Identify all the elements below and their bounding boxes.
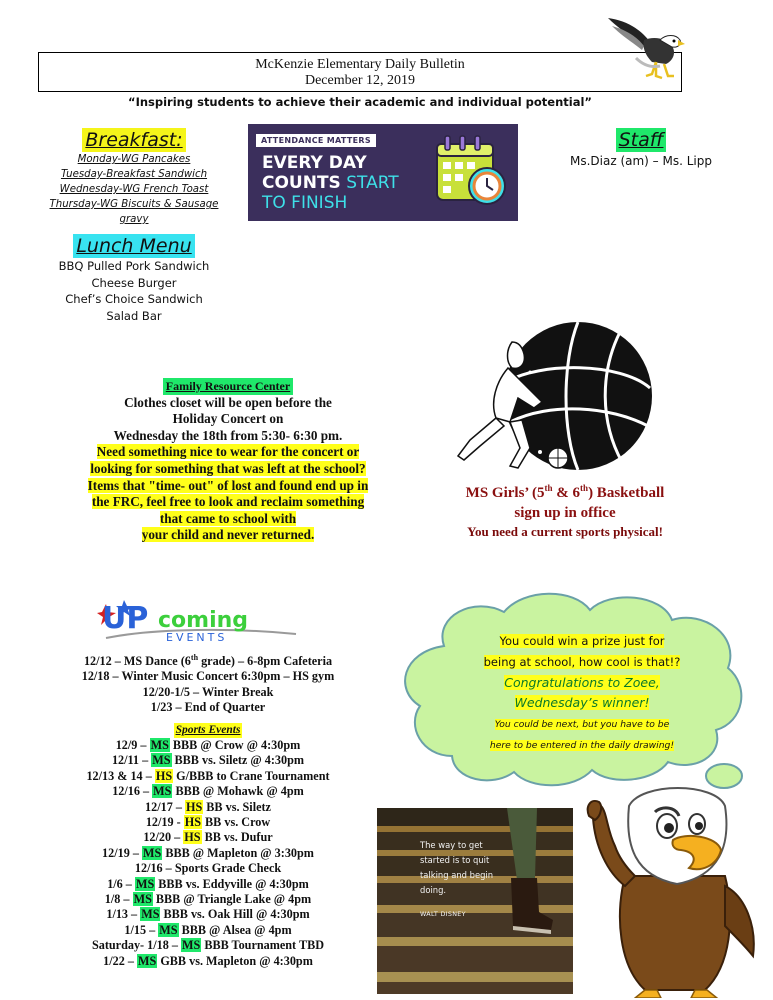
- quote-line: The way to get: [420, 840, 483, 850]
- sports-event-row: [38, 753, 378, 768]
- attendance-line-2: [262, 174, 399, 193]
- sports-event-date: Saturday- 1/18 –: [91, 938, 182, 953]
- event-item: 12/18 – Winter Music Concert 6:30pm – HS gym: [81, 669, 335, 684]
- school-motto: “Inspiring students to achieve their academic and individual potential”: [128, 95, 592, 109]
- sports-event-row: [38, 800, 378, 815]
- ms-tag: MS: [159, 922, 178, 937]
- basketball-physical-note: You need a current sports physical!: [467, 524, 663, 539]
- sports-event-detail: BBB @ Mohawk @ 4pm: [172, 784, 304, 799]
- drawing-line: You could be next, but you have to be: [494, 719, 670, 730]
- sports-event-row: [38, 861, 378, 876]
- logo-events: EVENTS: [166, 631, 228, 644]
- frc-highlight-line: that came to school with: [159, 510, 297, 526]
- bb-title-part: ) Basketball: [588, 485, 665, 501]
- breakfast-section: [38, 128, 230, 227]
- frc-highlight-line: looking for something that was left at the school?: [90, 460, 366, 476]
- lunch-item: Chef’s Choice Sandwich: [65, 292, 203, 306]
- bb-sup: th: [544, 483, 553, 493]
- hawk-mascot-icon: [606, 14, 686, 86]
- ms-tag: MS: [182, 938, 201, 953]
- frc-line: Holiday Concert on: [172, 411, 284, 427]
- attendance-counts: COUNTS: [262, 173, 341, 193]
- lunch-title: Lunch Menu: [73, 234, 194, 258]
- quote-author: WALT DISNEY: [420, 910, 466, 918]
- upcoming-events-logo: [96, 598, 302, 648]
- event-item: 1/23 – End of Quarter: [150, 700, 266, 715]
- prize-message: [466, 630, 698, 754]
- attendance-line-1: EVERY DAY: [262, 153, 367, 173]
- sports-event-row: [38, 877, 378, 892]
- frc-highlight-line: Items that "time- out" of lost and found end up in: [87, 477, 369, 493]
- bb-title-part: MS Girls’ (5: [465, 485, 545, 501]
- frc-title: Family Resource Center: [163, 378, 293, 395]
- calendar-clock-icon: [431, 132, 511, 214]
- bulletin-title: McKenzie Elementary Daily Bulletin: [255, 57, 465, 72]
- sports-event-row: [38, 938, 378, 953]
- upcoming-events-list: [38, 650, 378, 738]
- basketball-title: [420, 478, 710, 503]
- quote-line: started is to quit: [420, 855, 490, 865]
- sports-event-date: 1/6 –: [107, 876, 135, 891]
- ms-tag: MS: [153, 784, 172, 799]
- sports-event-detail: BB vs. Siletz: [203, 799, 271, 814]
- sports-event-detail: BBB @ Triangle Lake @ 4pm: [152, 892, 312, 907]
- attendance-line-3: TO FINISH: [262, 193, 348, 213]
- prize-line: being at school, how cool is that!?: [483, 655, 681, 669]
- sports-event-date: 12/16 – Sports Grade Check: [134, 861, 282, 876]
- event-item: [38, 650, 378, 669]
- sports-event-date: 12/16 –: [112, 784, 153, 799]
- frc-highlight-line: the FRC, feel free to look and reclaim something: [91, 494, 365, 510]
- hs-tag: HS: [185, 799, 203, 814]
- attendance-banner: [248, 124, 518, 221]
- breakfast-item: Tuesday-Breakfast Sandwich: [60, 169, 208, 180]
- staff-names: Ms.Diaz (am) – Ms. Lipp: [570, 154, 712, 168]
- sports-event-date: 1/15 –: [124, 922, 159, 937]
- breakfast-item: Wednesday-WG French Toast: [59, 184, 209, 195]
- winner-line: Wednesday’s winner!: [514, 695, 650, 710]
- sports-event-date: 12/20 –: [143, 830, 184, 845]
- cartoon-eagle-icon: [585, 776, 770, 998]
- frc-highlight-line: Need something nice to wear for the concert or: [96, 444, 360, 460]
- sports-event-date: 1/8 –: [104, 892, 133, 907]
- ms-tag: MS: [138, 953, 157, 968]
- lunch-item: Salad Bar: [106, 308, 162, 323]
- ms-tag: MS: [150, 738, 169, 752]
- frc-line: Clothes closet will be open before the: [124, 394, 332, 410]
- sports-event-date: 12/19 -: [145, 815, 184, 830]
- quote-line: talking and begin: [420, 870, 494, 880]
- hs-tag: HS: [184, 830, 201, 845]
- sports-event-row: [38, 830, 378, 845]
- lunch-item: BBQ Pulled Pork Sandwich: [58, 259, 210, 273]
- attendance-start: START: [340, 173, 399, 193]
- sports-event-date: 12/13 & 14 –: [86, 768, 155, 783]
- sports-event-detail: GBB vs. Mapleton @ 4:30pm: [157, 953, 313, 968]
- sports-event-detail: BBB vs. Oak Hill @ 4:30pm: [160, 907, 310, 922]
- drawing-line: here to be entered in the daily drawing!: [489, 740, 675, 751]
- event-item: 12/20-1/5 – Winter Break: [142, 684, 274, 699]
- staff-section: [548, 128, 734, 168]
- breakfast-item: Monday-WG Pancakes: [77, 154, 191, 165]
- basketball-signup: [420, 478, 710, 541]
- sports-event-date: 1/13 –: [106, 907, 141, 922]
- lunch-item: Cheese Burger: [91, 275, 177, 290]
- sports-event-detail: BBB @ Alsea @ 4pm: [178, 922, 292, 937]
- ms-tag: MS: [141, 907, 160, 922]
- breakfast-item: Thursday-WG Biscuits & Sausage: [49, 199, 219, 210]
- sports-event-detail: BBB @ Crow @ 4:30pm: [169, 738, 301, 752]
- prize-line: You could win a prize just for: [499, 634, 665, 648]
- logo-coming: coming: [158, 608, 249, 633]
- sports-event-row: [38, 892, 378, 907]
- sports-event-row: [38, 784, 378, 799]
- sports-events-title: Sports Events: [174, 723, 243, 738]
- sports-event-detail: BBB Tournament TBD: [201, 938, 325, 953]
- sports-event-detail: G/BBB to Crane Tournament: [173, 768, 330, 783]
- sports-event-detail: BB vs. Dufur: [201, 830, 273, 845]
- sports-event-row: [38, 923, 378, 938]
- bulletin-date: December 12, 2019: [304, 73, 416, 88]
- sports-event-date: 12/11 –: [111, 753, 152, 768]
- frc-line: Wednesday the 18th from 5:30- 6:30 pm.: [113, 427, 343, 443]
- event-text: grade) – 6-8pm Cafeteria: [198, 654, 333, 669]
- hs-tag: HS: [155, 768, 173, 783]
- sports-event-row: [38, 815, 378, 830]
- sports-event-detail: BBB vs. Eddyville @ 4:30pm: [155, 876, 309, 891]
- family-resource-center: [38, 378, 418, 544]
- bb-sup: th: [580, 483, 589, 493]
- quote-line: doing.: [420, 885, 447, 895]
- staff-title: Staff: [616, 128, 667, 152]
- ms-tag: MS: [133, 892, 152, 907]
- sports-event-date: 12/17 –: [145, 799, 185, 814]
- basketball-player-icon: [450, 322, 670, 472]
- stairs-quote: [420, 838, 540, 898]
- sports-event-detail: BBB @ Mapleton @ 3:30pm: [162, 845, 314, 860]
- sports-event-row: [38, 846, 378, 861]
- sports-event-row: [38, 954, 378, 969]
- winner-line: Congratulations to Zoee,: [504, 675, 660, 690]
- event-text: 12/12 – MS Dance (6: [83, 654, 191, 669]
- basketball-signup-line: sign up in office: [514, 505, 616, 521]
- logo-up: UP: [102, 601, 149, 636]
- hs-tag: HS: [184, 815, 201, 830]
- sports-event-date: 12/9 –: [115, 738, 150, 752]
- sports-events-list: [38, 738, 378, 969]
- bb-title-part: & 6: [552, 485, 581, 501]
- breakfast-item: gravy: [119, 214, 149, 225]
- frc-highlight-line: your child and never returned.: [141, 527, 315, 543]
- sports-event-row: [38, 738, 378, 753]
- attendance-tag: ATTENDANCE MATTERS: [256, 134, 376, 147]
- sports-event-detail: BB vs. Crow: [202, 815, 271, 830]
- ms-tag: MS: [143, 845, 162, 860]
- sports-event-date: 12/19 –: [102, 845, 142, 860]
- sports-event-row: [38, 769, 378, 784]
- bulletin-header: [38, 52, 682, 92]
- ms-tag: MS: [152, 753, 171, 768]
- ms-tag: MS: [135, 876, 155, 891]
- sports-event-date: 1/22 –: [103, 953, 137, 968]
- event-sup: th: [190, 653, 199, 662]
- lunch-section: [38, 234, 230, 324]
- breakfast-title: Breakfast:: [82, 128, 185, 152]
- sports-event-row: [38, 907, 378, 922]
- sports-event-detail: BBB vs. Siletz @ 4:30pm: [171, 753, 305, 768]
- stairs-photo: [377, 808, 573, 994]
